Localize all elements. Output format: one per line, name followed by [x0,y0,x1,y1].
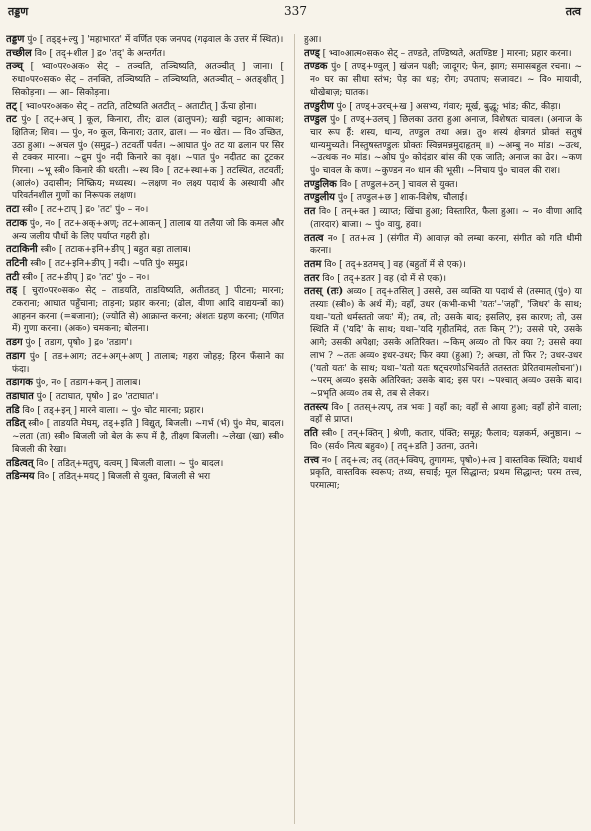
entry-headword: तति [304,428,318,440]
entry-headword: तञ्च् [6,61,23,73]
entry-definition: स्त्री० [ तटाक+इनि+ङीप् ] बहुत बड़ा तालाब। [37,245,191,256]
entry-headword: तटाक [6,217,28,229]
entry-definition: पुं० [ तडाग, पृषो० ] द्र० 'तडाग'। [22,338,133,349]
entry-definition: स्त्री० [ तट+ङीप् ] द्र० 'तट' पुं० – न०। [19,272,150,283]
entry-headword: तत [304,206,316,218]
dictionary-entry [6,471,284,484]
page-header [0,4,591,20]
entry-definition: स्त्री० [ तट+टाप् ] द्र० 'तट' पुं० – न०। [19,205,149,216]
entry-headword: तण्डक [304,61,328,73]
entry-headword: तत्त्व [304,454,320,466]
entry-definition: वि० [ तद्+डतमच् ] वह (बहुतों में से एक)। [321,259,466,270]
entry-definition: अव्य० [ तद्+तसिल् ] उससे, उस व्यक्ति या पदार्थ से (तस्मात् (पुं०) या तस्याः (स्त्री०) के अर्थ में); वहाँ, उधर (कभी-कभी 'यतः'–'जहाँ', 'जिधर' के साथ; यथा–'यतो धर्मस्ततो जयः' में); तब, तो; उसके बाद; इसलिए, इस कारण; तो, उस स्थिति में ('यदि' के साथ; यथा–'यदि गृहीतमिदं, ततः किम् ?'); उससे परे, उसके आगे; उसकी अपेक्षा; उसके अतिरिक्त। ~किम् अव्य० तो फिर क्या ?; उससे क्या लाभ ? ~ततः अव्य० इधर-उधर; फिर क्या (हुआ) ?; अच्छा, तो फिर ?; उधर-उधर ('यतो यतः' के साथ; यथा–'यतो यतः षट्चरणोऽभिवर्तते ततस्ततः प्रेरितवामलोचना')। ~परम् अव्य० इसके अतिरिक्त; उसके बाद; इस पर। ~पश्चात् अव्य० उसके बाद। ~प्रभृति अव्य० तब से, तब से लेकर। [310,287,582,399]
entry-headword: तण्डुरीण [304,100,334,112]
entry-definition: [ भ्वा०आत्म०सक० सेट् – तण्डते, तण्डिष्यते, अतण्डिष्ट ] मारना; प्रहार करना। [319,48,572,59]
entry-definition: पुं० [ तड्ड्+ल्यु ] 'महाभारत' में वर्णित एक जनपद (गढ़वाल के उत्तर में स्थित)। [24,35,284,45]
entry-headword: तण्डुलीय [304,192,335,204]
entry-headword: तड् [6,285,18,297]
dictionary-entry [304,48,582,61]
dictionary-entry [304,61,582,99]
entry-headword: ततत्व [304,232,324,244]
entry-definition: पुं० [ तण्ड्+उलच् ] छिलका उतरा हुआ अनाज, विशेषतः चावल। (अनाज के चार रूप हैं: शस्य, धान्य, तण्डुल तथा अन्न। तु० शस्यं क्षेत्रगतं प्रोक्तं सतुषं धान्यमुच्यते। निस्तुषस्तण्डुलः प्रोक्तः स्विन्नमन्नमुदाहृतम् ॥) ~अम्बु न० मांड। ~उत्थ, ~उत्थक न० मांड। ~ओघ पुं० कोदंडार बांस की एक जाति; अनाज का ढेर। ~कण पुं० चावल के कण। ~कुण्डन न० धान की भूसी। ~निचाय पुं० चावल की राश। [310,115,582,177]
entry-definition: वि० [ तड्+इन् ] मारने वाला। ~ पुं० चोट मारना; प्रहार। [19,405,204,416]
entry-definition: वि० [ ततस्+त्यप्, तत्र भवः ] वहाँ का; वहाँ से आया हुआ; वहाँ होने वाला; वहाँ से प्राप्त। [310,402,582,426]
dictionary-entry [6,458,284,471]
entry-headword: तटा [6,204,20,216]
entry-headword: ततम [304,258,322,270]
entry-definition: स्त्री० [ ताडयति मेघम्, तड्+इति ] विद्युत्, बिजली। ~गर्भ (र्भ) पुं० मेघ, बादल। ~लता (ता) स्त्री० बिजली जो बेल के रूप में है, तीक्ष्ण बिजली। ~लेखा (खा) स्त्री० बिजली की रेखा। [12,419,284,455]
entry-definition: हुआ। [304,35,322,45]
entry-definition: पुं० [ तटाघात, पृषो० ] द्र० 'तटाघात'। [33,391,159,402]
dictionary-entry [6,114,284,203]
header-first-headword: तड्डण [8,5,29,18]
entry-headword: तण्डुलिक [304,178,337,190]
entry-definition: स्त्री० [ तन्+क्तिन् ] श्रेणी, कतार, पंक्ति; समूह; फैलाव; यज्ञकर्म, अनुष्ठान। ~ वि० (सर्व० नित्य बहुव०) [ तद्+डति ] उतना, उतने। [310,429,582,452]
entry-definition: पुं० [ तण्ड्+ण्वुल् ] खंजन पक्षी; जादूगर; फेन, झाग; समासबहुल रचना। ~ न० घर का सीधा स्तंभ; पेड़ का धड़; रोग; उपताप; सजावट। ~ वि० मायावी, धोखेबाज़; घातक। [310,62,582,98]
dictionary-entry [6,285,284,336]
entry-definition: वि० [ तण्डुल+ठन् ] चावल से युक्त। [336,179,458,190]
dictionary-entry [6,418,284,456]
entry-headword: तडाग [6,350,26,362]
entry-headword: तटी [6,271,20,283]
entry-headword: तण्ड् [304,47,320,59]
entry-definition: वि० [ तडित्+मतुप्, वत्वम् ] बिजली वाला। ~ पुं० बादल। [33,458,224,469]
entry-headword: तडि [6,404,20,416]
dictionary-entry [6,34,284,47]
dictionary-entry [304,34,582,47]
entry-headword: तट् [6,100,17,112]
entry-definition: वि० [ तद्+डतर ] वह (दो में से एक)। [319,273,447,284]
dictionary-entry [6,391,284,404]
entry-definition: पुं० [ तड+आग; तट+अग्+अण् ] तालाब; गहरा जोहड़; हिरन फँसाने का फंदा। [12,351,284,375]
entry-headword: तडाघात [6,390,34,402]
entry-headword: तड्डण [6,34,25,45]
dictionary-entry [304,259,582,272]
column-divider [294,34,295,824]
dictionary-entry [6,218,284,243]
dictionary-entry [304,428,582,453]
dictionary-entry [6,204,284,217]
entry-definition: स्त्री० [ तट+इनि+ङीप् ] नदी। ~पति पुं० समुद्र। [27,258,188,269]
dictionary-entry [6,48,284,61]
entry-definition: वि० [ तद्+शील ] द्र० 'तद्' के अन्तर्गत। [31,48,166,59]
dictionary-entry [304,402,582,427]
dictionary-entry [304,179,582,192]
entry-headword: ततस्त्य [304,401,328,413]
dictionary-entry [304,206,582,231]
dictionary-entry [6,244,284,257]
entry-headword: तडागक [6,377,33,389]
entry-headword: तटाकिनी [6,244,38,256]
entry-headword: तडिन्मय [6,471,35,483]
entry-headword: तण्डुल [304,114,327,126]
entry-definition: [ भ्वा०पर०अक० सेट् – तञ्चति, तञ्चिष्यति, अतञ्चीत् ] जाना। [ रुधा०पर०सक० सेट् – तनक्ति, तञ्चिष्यति – तञ्चिष्यति, अतञ्चीत् – अतङ्क्षीत् ] सिकोड़ना। — आ– सिकोड़ना। [12,62,284,98]
entry-definition: वि० [ तडित्+मयट् ] बिजली से युक्त, बिजली से भरा [34,472,211,483]
entry-definition: [ चुरा०पर०सक० सेट् – ताडयति, ताडयिष्यति, अतीतडत् ] पीटना; मारना; टकराना; आघात पहुँचाना; ताड़ना; प्रहार करना; (ढोल, वीणा आदि वाद्ययन्त्रों का) आहनन करना (=बजाना); (ज्योति से) आक्रान्त करना; अंशतः ग्रहण करना; (गणित में) गुणा करना। (अक०) चमकना; बोलना। [12,286,284,335]
header-last-headword: तत्व [565,5,581,18]
dictionary-entry [6,405,284,418]
entry-definition: पुं०, न० [ तडाग+कन् ] तालाब। [32,378,141,389]
page-number: 337 [284,4,307,18]
dictionary-entry [304,101,582,114]
dictionary-entry [304,114,582,178]
left-column [6,34,284,824]
entry-headword: तच्छील [6,47,32,59]
entry-definition: [ भ्वा०पर०अक० सेट् – तटति, तटिष्यति अतटीत् – अताटीत् ] ऊँचा होना। [16,101,257,112]
entry-headword: तडित् [6,418,26,430]
dictionary-entry [6,337,284,350]
entry-definition: पुं० [ तण्ड्+उरच्+ख ] असभ्य, गंवार; मूर्ख, बुद्धू; भांड; कीट, कीड़ा। [333,101,561,112]
entry-headword: तडग [6,337,23,349]
dictionary-entry [6,101,284,114]
dictionary-entry [304,192,582,205]
dictionary-entry [6,377,284,390]
entry-definition: पुं०, न० [ तट+अक्+अण्; तट+आकन् ] तालाब या तलैया जो कि कमल और अन्य जलीय पौधों के लिए पर्याप्त गहरी हो। [12,218,284,242]
dictionary-entry [304,273,582,286]
right-column [304,34,582,824]
entry-headword: तट [6,114,17,126]
entry-headword: ततस् (तः) [304,286,344,298]
entry-definition: न० [ तत+त्व ] (संगीत में) आवाज़ को लम्बा करना, संगीत को गति धीमी करना। [310,233,582,257]
entry-headword: तटिनी [6,257,28,269]
entry-headword: तडित्वत् [6,457,34,469]
dictionary-entry [304,233,582,258]
entry-definition: वि० [ तन्+क्त ] व्याप्त; खिंचा हुआ; विस्तारित, फैला हुआ। ~ न० वीणा आदि (तारदार) बाजा। ~ पुं० वायु, हवा। [310,207,582,230]
entry-headword: ततर [304,272,320,284]
dictionary-entry [6,61,284,99]
dictionary-entry [6,351,284,376]
dictionary-entry [6,272,284,285]
dictionary-entry [6,258,284,271]
dictionary-entry [304,455,582,493]
entry-definition: पुं० [ तट्+अच् ] कूल, किनारा, तीर; ढाल (ढालुपन); खड़ी चट्टान; आकाश; क्षितिज; शिव। — पुं०, न० कूल, किनारा; उतार, ढाल। — न० खेत। — वि० उच्छित, उठा हुआ। ~अचल पुं० (समुद्र–) तटवर्ती पर्वत। ~आघात पुं० तट या ढलान पर सिर से टक्कर मारना। ~द्रुम पुं० नदी किनारे का वृक्ष। ~पात पुं० नदीतट का टूटकर गिरना। ~भू स्त्री० किनारे की धरती। ~स्थ वि० [ तट+स्था+क ] तटस्थित, तटवर्ती; (आलं०) उदासीन; निष्क्रिय; मध्यस्थ। ~लक्षण न० लक्ष्य पदार्थ के अस्थायी और परिवर्तनशील गुणों का निरूपक लक्षण। [12,115,284,202]
entry-definition: पुं० [ तण्डुल+छ ] शाक-विशेष, चौलाई। [334,193,468,204]
dictionary-entry [304,286,582,400]
entry-definition: न० [ तद्+त्व; तद् (तत्+क्विप्, तुगागमः, पृषो०)+त्व ] वास्तविक स्थिति; यथार्थ प्रकृति, वास्तविक स्वरूप; तथ्य, सचाई; मूल सिद्धान्त; प्रथम सिद्धान्त; परम तत्त्व, परमात्मा; [310,455,582,491]
